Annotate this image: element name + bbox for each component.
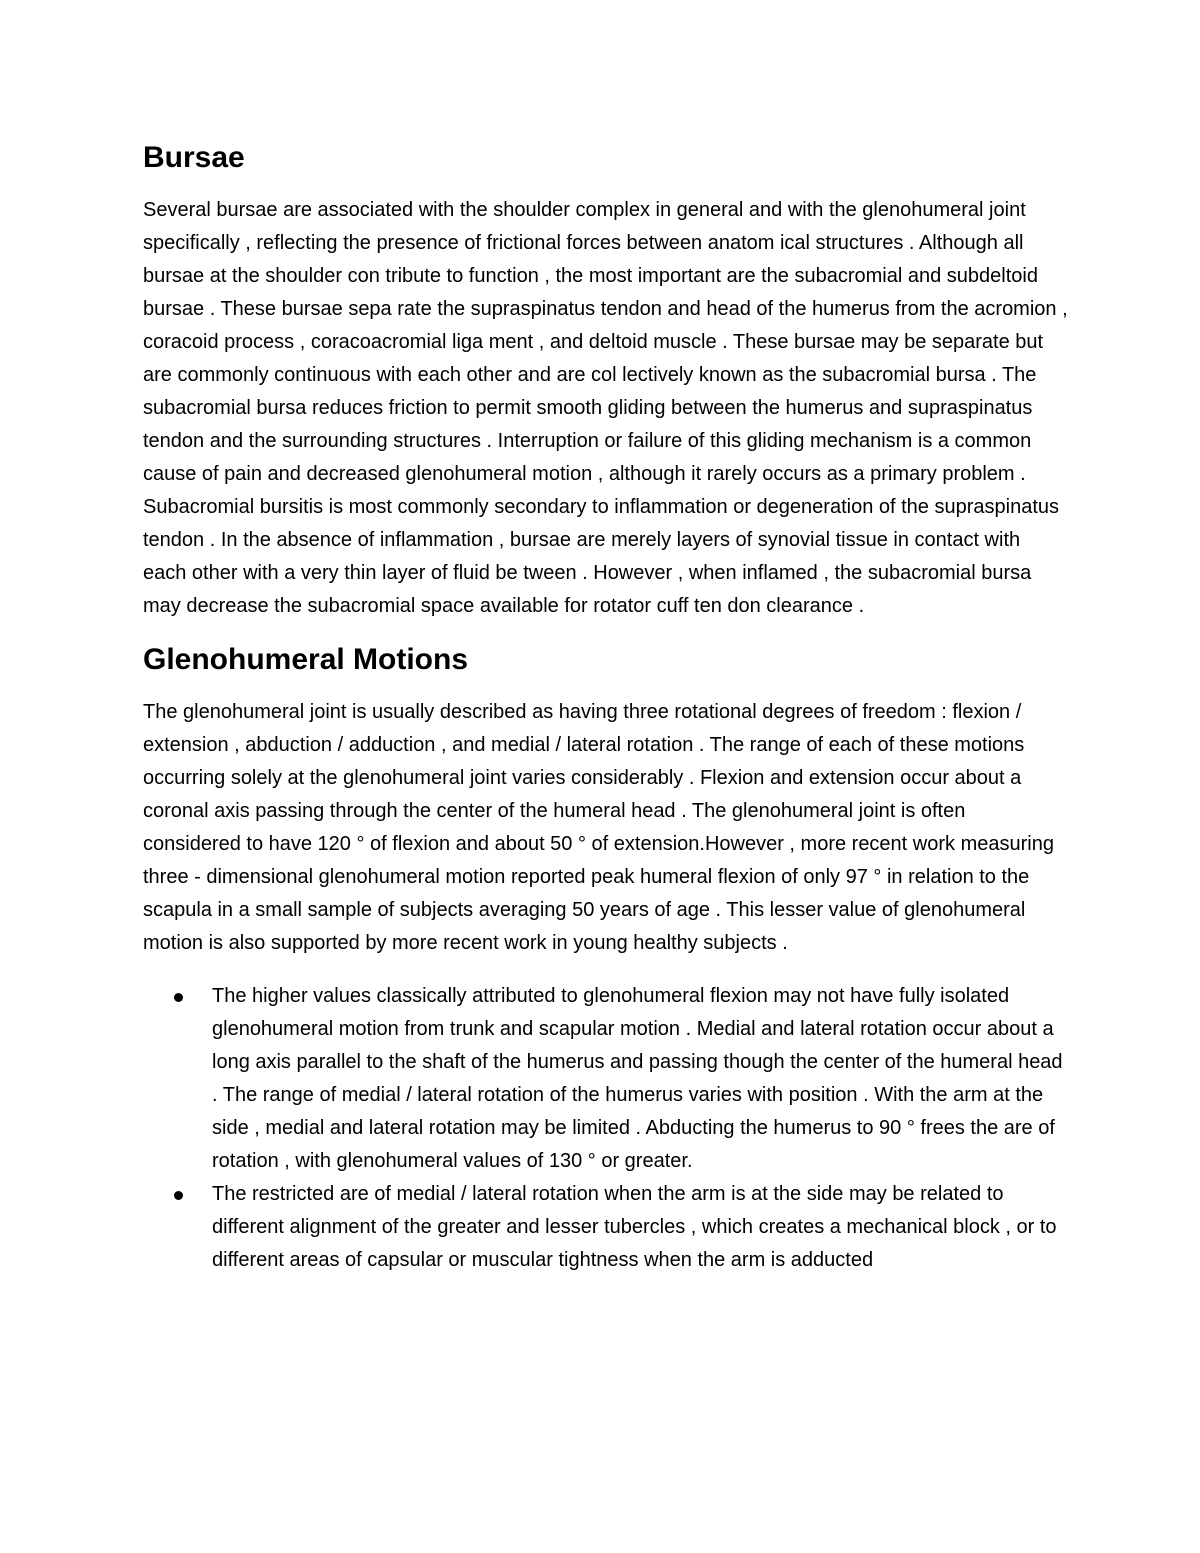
paragraph-glenohumeral-motions: The glenohumeral joint is usually described as having three rotational degrees of freedom : flexion / extension , abduction / adduction , and medial / lateral rotation . The range of each of these motions occurring solely at the glenohumeral joint varies considerably . Flexion and extension occur about a coronal axis passing through the center of the humeral head . The glenohumeral joint is often considered to have 120 ° of flexion and about 50 ° of extension.However , more recent work measuring three - dimensional glenohumeral motion reported peak humeral flexion of only 97 ° in relation to the scapula in a small sample of subjects averaging 50 years of age . This lesser value of glenohumeral motion is also supported by more recent work in young healthy subjects . xyxy=(143,701,1054,954)
bullet-text: The restricted are of medial / lateral rotation when the arm is at the side may be related to different alignment of the greater and lesser tubercles , which creates a mechanical block , or to different areas of capsular or muscular tightness when the arm is adducted xyxy=(212,1183,1057,1271)
list-item xyxy=(143,1178,1068,1277)
bullet-text: The higher values classically attributed to glenohumeral flexion may not have fully isolated glenohumeral motion from trunk and scapular motion . Medial and lateral rotation occur about a long axis parallel to the shaft of the humerus and passing though the center of the humeral head . The range of medial / lateral rotation of the humerus varies with position . With the arm at the side , medial and lateral rotation may be limited . Abducting the humerus to 90 ° frees the are of rotation , with glenohumeral values of 130 ° or greater. xyxy=(212,985,1063,1172)
bullet-icon xyxy=(174,993,183,1002)
bullet-list xyxy=(143,980,1068,1277)
paragraph-bursae: Several bursae are associated with the shoulder complex in general and with the glenohumeral joint specifically , reflecting the presence of frictional forces between anatom ical structures . Although all bursae at the shoulder con tribute to function , the most important are the subacromial and subdeltoid bursae . These bursae sepa rate the supraspinatus tendon and head of the humerus from the acromion , coracoid process , coracoacromial liga ment , and deltoid muscle . These bursae may be separate but are commonly continuous with each other and are col lectively known as the subacromial bursa . The subacromial bursa reduces friction to permit smooth gliding between the humerus and supraspinatus tendon and the surrounding structures . Interruption or failure of this gliding mechanism is a common cause of pain and decreased glenohumeral motion , although it rarely occurs as a primary problem . Subacromial bursitis is most commonly secondary to inflammation or degeneration of the supraspinatus tendon . In the absence of inflammation , bursae are merely layers of synovial tissue in contact with each other with a very thin layer of fluid be tween . However , when inflamed , the subacromial bursa may decrease the subacromial space available for rotator cuff ten don clearance . xyxy=(143,199,1068,617)
section-heading-bursae: Bursae xyxy=(143,141,245,174)
document-body xyxy=(143,141,1068,1277)
list-item xyxy=(143,980,1068,1178)
bullet-icon xyxy=(174,1191,183,1200)
section-heading-glenohumeral-motions: Glenohumeral Motions xyxy=(143,643,469,676)
